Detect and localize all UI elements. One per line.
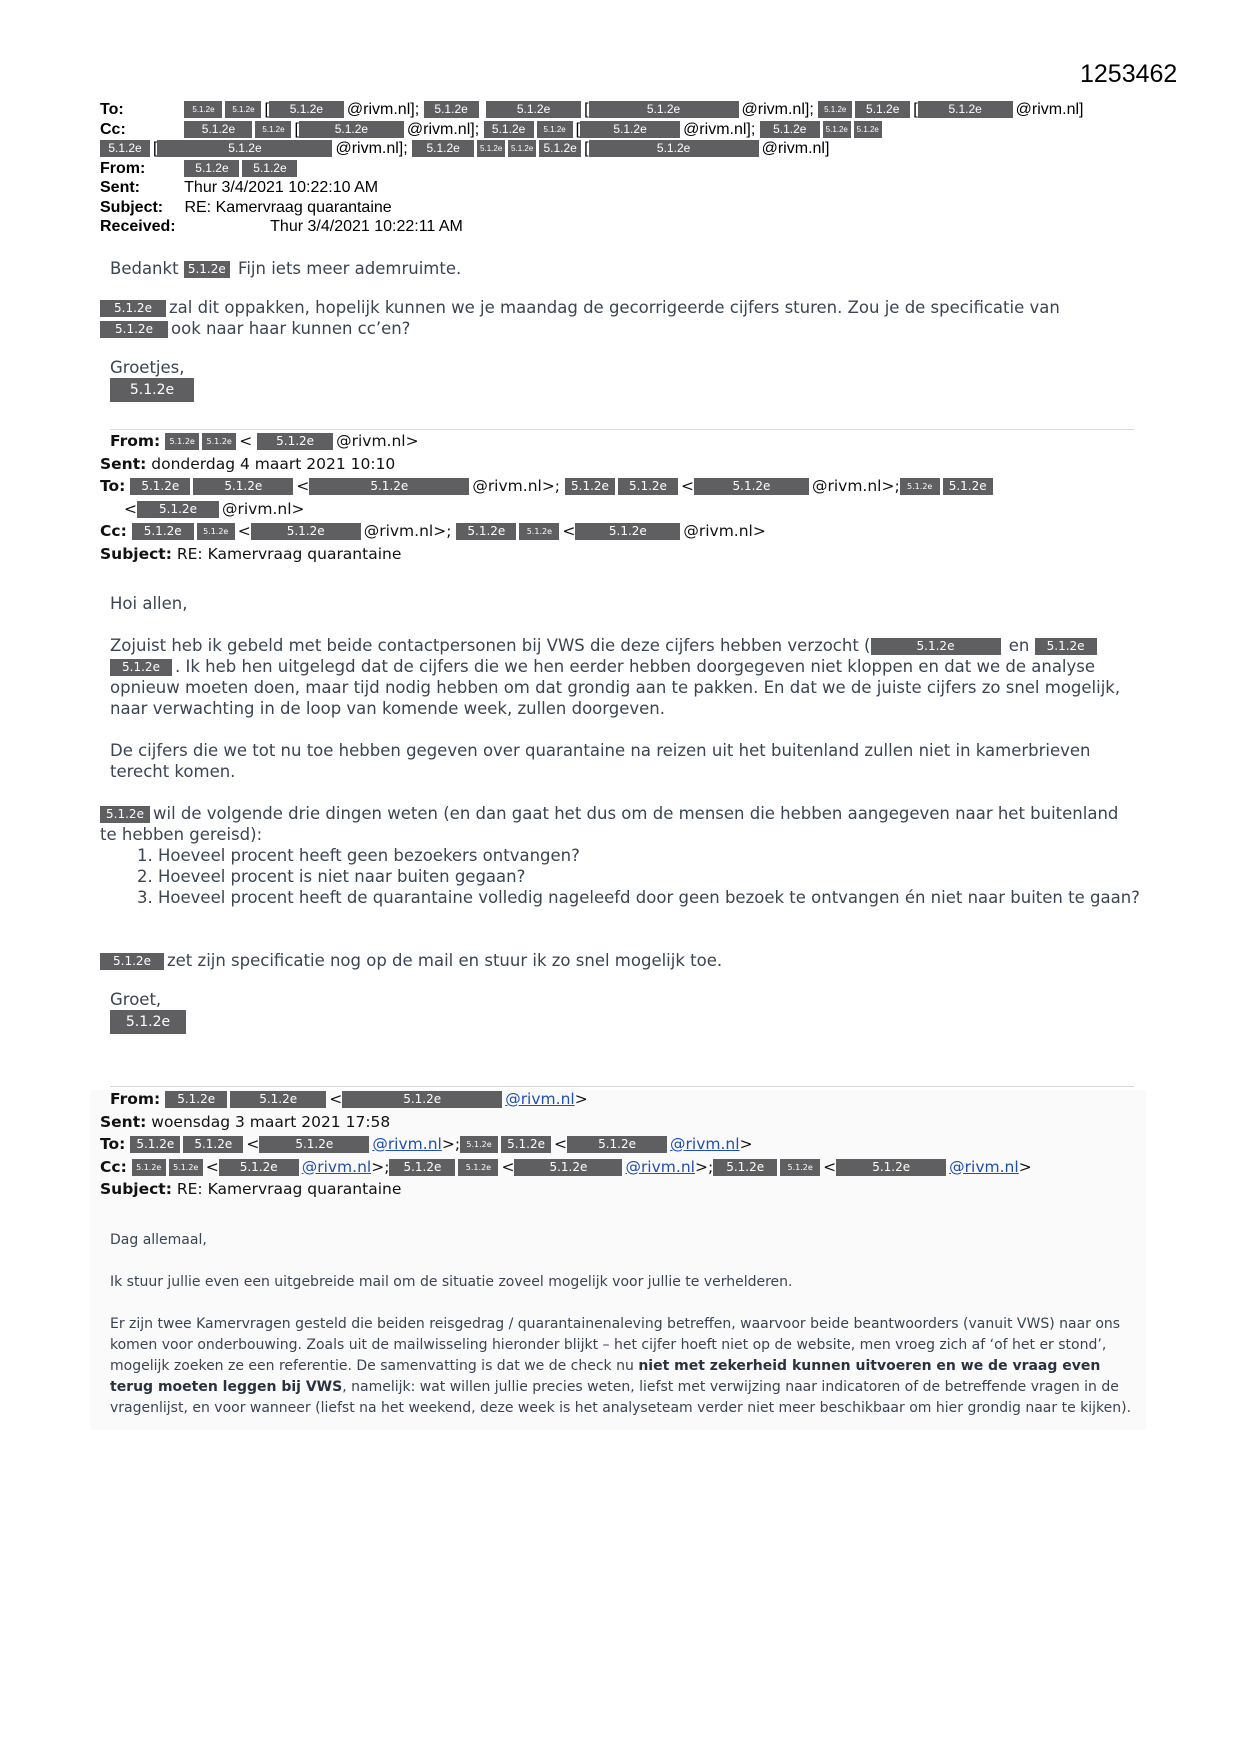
subject-value: RE: Kamervraag quarantaine bbox=[184, 198, 392, 216]
email-text: [ bbox=[913, 101, 918, 118]
redaction: 5.1.2e bbox=[259, 1136, 369, 1153]
email-text: @rivm.nl]; bbox=[346, 101, 420, 118]
email-link[interactable]: @rivm.nl bbox=[670, 1135, 740, 1153]
redaction: 5.1.2e bbox=[165, 1091, 227, 1108]
email-text: @rivm.nl] bbox=[1015, 101, 1084, 118]
email-text: [ bbox=[584, 101, 589, 118]
email-text: [ bbox=[153, 140, 158, 157]
thanks-line: Bedankt 5.1.2e Fijn iets meer ademruimte. bbox=[110, 259, 462, 278]
redaction: 5.1.2e bbox=[539, 140, 581, 157]
received-row bbox=[100, 217, 1083, 237]
redaction: 5.1.2e bbox=[713, 1159, 777, 1176]
from-label: From: bbox=[110, 1090, 161, 1108]
redaction: 5.1.2e bbox=[943, 478, 993, 495]
redaction: 5.1.2e bbox=[299, 121, 404, 138]
redaction: 5.1.2e bbox=[130, 1136, 180, 1153]
redaction: 5.1.2e bbox=[871, 638, 1001, 655]
email-text: @rivm.nl]; bbox=[741, 101, 814, 118]
redaction: 5.1.2e bbox=[456, 523, 516, 540]
from-row: From: 5.1.2e 5.1.2e < 5.1.2e @rivm.nl> bbox=[110, 432, 419, 450]
greeting: Groetjes, bbox=[110, 358, 185, 377]
redaction: 5.1.2e bbox=[251, 523, 361, 540]
redaction: 5.1.2e bbox=[694, 478, 809, 495]
subject-label: Subject: bbox=[100, 198, 164, 216]
email-text: [ bbox=[575, 120, 581, 138]
redaction: 5.1.2e bbox=[900, 478, 940, 495]
redaction: 5.1.2e bbox=[110, 1010, 186, 1034]
email1-body bbox=[110, 258, 1070, 402]
sent-row bbox=[100, 178, 1083, 198]
redaction: 5.1.2e bbox=[836, 1159, 946, 1176]
redaction: 5.1.2e bbox=[165, 433, 199, 450]
redaction: 5.1.2e bbox=[184, 261, 230, 278]
paragraph: Dag allemaal, bbox=[110, 1232, 207, 1248]
redaction: 5.1.2e bbox=[100, 140, 150, 157]
redaction: 5.1.2e bbox=[257, 433, 333, 450]
redaction: 5.1.2e bbox=[589, 101, 739, 118]
document-number: 1253462 bbox=[1080, 60, 1178, 88]
from-label: From: bbox=[100, 159, 146, 177]
sent-row: Sent: donderdag 4 maart 2021 10:10 bbox=[100, 454, 396, 473]
emphasis: niet met zekerheid kunnen uitvoeren en we de vraag even terug moeten leggen bij VWS bbox=[110, 1358, 1101, 1395]
redaction: 5.1.2e bbox=[537, 121, 573, 138]
to-row: To: 5.1.2e 5.1.2e [ 5.1.2e @rivm.nl]; 5.1.2e 5.1.2e [ 5.1.2e @rivm.nl]; 5.1.2e 5.1.2e [ 5.1.2e @rivm.nl] bbox=[100, 101, 1084, 118]
sent-label: Sent: bbox=[100, 454, 147, 473]
to-label: To: bbox=[100, 477, 126, 495]
redaction: 5.1.2e bbox=[589, 140, 759, 157]
paragraph: Zojuist heb ik gebeld met beide contactpersonen bij VWS die deze cijfers hebben verzocht ( 5.1.2e en 5.1.2e 5.1.2e . Ik heb hen uitgelegd dat de cijfers die we hen eerder hebben doorgegeven niet kloppen en dat we de analyse opnieuw moeten doen, maar tijd nodig hebben om dat grondig aan te pakken. En dat we de juiste cijfers zo snel mogelijk, naar verwachting in de loop van komende week, zullen doorgeven. bbox=[110, 636, 1121, 718]
sent-value: Thur 3/4/2021 10:22:10 AM bbox=[184, 179, 379, 196]
redaction: 5.1.2e bbox=[580, 121, 680, 138]
redaction: 5.1.2e bbox=[157, 140, 332, 157]
cc-row: Cc: 5.1.2e 5.1.2e < 5.1.2e @rivm.nl>; 5.1.2e 5.1.2e < 5.1.2e @rivm.nl> bbox=[100, 522, 766, 540]
email-link[interactable]: @rivm.nl bbox=[301, 1157, 372, 1176]
redaction: 5.1.2e bbox=[202, 433, 236, 450]
redaction: 5.1.2e bbox=[110, 659, 172, 676]
cc-row-continued bbox=[100, 139, 1083, 159]
redaction: 5.1.2e bbox=[486, 101, 581, 118]
email2-header bbox=[100, 430, 996, 565]
email-link[interactable]: @rivm.nl bbox=[625, 1157, 695, 1176]
redaction: 5.1.2e bbox=[230, 1091, 326, 1108]
redaction: 5.1.2e bbox=[100, 321, 168, 338]
list-item: 3. Hoeveel procent heeft de quarantaine volledig nageleefd door geen bezoek te ontvangen én niet naar buiten te gaan? bbox=[158, 887, 1142, 908]
redaction: 5.1.2e bbox=[477, 140, 505, 157]
paragraph: 5.1.2e wil de volgende drie dingen weten (en dan gaat het dus om de mensen die hebben aangegeven naar het buitenland te hebben gereisd): bbox=[100, 804, 1119, 844]
redaction: 5.1.2e bbox=[501, 1136, 551, 1153]
email3-header bbox=[100, 1088, 1032, 1201]
subject-label: Subject: bbox=[100, 1180, 172, 1198]
redaction: 5.1.2e bbox=[132, 1159, 166, 1176]
redaction: 5.1.2e bbox=[760, 121, 820, 138]
redaction: 5.1.2e bbox=[255, 121, 291, 138]
subject-row: Subject: RE: Kamervraag quarantaine bbox=[100, 1180, 402, 1198]
to-row-continued: < 5.1.2e @rivm.nl> bbox=[124, 499, 305, 518]
redaction: 5.1.2e bbox=[389, 1159, 455, 1176]
email-link[interactable]: @rivm.nl bbox=[949, 1157, 1019, 1176]
from-row: From: 5.1.2e 5.1.2e < 5.1.2e @rivm.nl> bbox=[110, 1090, 588, 1108]
redaction: 5.1.2e bbox=[342, 1091, 502, 1108]
cc-label: Cc: bbox=[100, 1157, 127, 1176]
redaction: 5.1.2e bbox=[484, 121, 534, 138]
cc-row: Cc: 5.1.2e 5.1.2e [ 5.1.2e @rivm.nl]; 5.1.2e 5.1.2e [ 5.1.2e @rivm.nl]; 5.1.2e 5.1.2e 5.1.2e bbox=[100, 120, 1083, 140]
email-link[interactable]: @rivm.nl bbox=[372, 1135, 442, 1153]
redaction: 5.1.2e bbox=[137, 501, 219, 518]
to-row: To: 5.1.2e 5.1.2e < 5.1.2e @rivm.nl>; 5.1.2e 5.1.2e < 5.1.2e @rivm.nl> bbox=[100, 1135, 753, 1153]
redaction: 5.1.2e bbox=[225, 101, 261, 118]
email2-body bbox=[100, 593, 1142, 1034]
redaction: 5.1.2e bbox=[184, 160, 239, 177]
email1-header bbox=[100, 100, 1083, 237]
redaction: 5.1.2e bbox=[575, 523, 680, 540]
email-link[interactable]: @rivm.nl bbox=[505, 1090, 575, 1108]
email-text: @rivm.nl]; bbox=[406, 120, 480, 138]
from-label: From: bbox=[110, 432, 161, 450]
to-label: To: bbox=[100, 1135, 126, 1153]
email3-body bbox=[110, 1230, 1140, 1440]
sent-row: Sent: woensdag 3 maart 2021 17:58 bbox=[100, 1112, 391, 1131]
redaction: 5.1.2e bbox=[519, 523, 559, 540]
cc-label: Cc: bbox=[100, 522, 127, 540]
redaction: 5.1.2e bbox=[219, 1159, 299, 1176]
sent-label: Sent: bbox=[100, 1112, 147, 1131]
signature bbox=[110, 378, 1070, 402]
email-text: @rivm.nl]; bbox=[335, 140, 408, 157]
redaction: 5.1.2e bbox=[309, 478, 469, 495]
paragraph: 5.1.2e zet zijn specificatie nog op de mail en stuur ik zo snel mogelijk toe. bbox=[100, 950, 1132, 971]
redaction: 5.1.2e bbox=[132, 523, 194, 540]
list-item: 1. Hoeveel procent heeft geen bezoekers ontvangen? bbox=[158, 845, 1142, 866]
redaction: 5.1.2e bbox=[100, 300, 166, 317]
redaction: 5.1.2e bbox=[100, 953, 164, 970]
redaction: 5.1.2e bbox=[424, 101, 479, 118]
redaction: 5.1.2e bbox=[823, 121, 851, 138]
redaction: 5.1.2e bbox=[412, 140, 474, 157]
email-text: @rivm.nl]; bbox=[683, 120, 756, 138]
received-label: Received: bbox=[100, 218, 176, 235]
email-text: @rivm.nl] bbox=[761, 140, 830, 157]
signature bbox=[110, 1010, 1142, 1034]
redaction: 5.1.2e bbox=[1035, 638, 1097, 655]
redaction: 5.1.2e bbox=[100, 806, 150, 823]
redaction: 5.1.2e bbox=[183, 1136, 243, 1153]
sent-label: Sent: bbox=[100, 179, 140, 196]
redaction: 5.1.2e bbox=[565, 478, 615, 495]
cc-row: Cc: 5.1.2e 5.1.2e < 5.1.2e @rivm.nl>; 5.1.2e 5.1.2e < 5.1.2e @rivm.nl>; 5.1.2e 5.1.2e < 5.1.2e @rivm.nl> bbox=[100, 1157, 1032, 1176]
redaction: 5.1.2e bbox=[567, 1136, 667, 1153]
redaction: 5.1.2e bbox=[854, 121, 882, 138]
to-label: To: bbox=[100, 101, 124, 118]
received-value: Thur 3/4/2021 10:22:11 AM bbox=[270, 218, 463, 235]
paragraph: Ik stuur jullie even een uitgebreide mail om de situatie zoveel mogelijk voor jullie te verhelderen. bbox=[110, 1274, 793, 1290]
redaction: 5.1.2e bbox=[508, 140, 536, 157]
redaction: 5.1.2e bbox=[780, 1159, 820, 1176]
redaction: 5.1.2e bbox=[193, 478, 293, 495]
redaction: 5.1.2e bbox=[918, 101, 1013, 118]
to-row: To: 5.1.2e 5.1.2e < 5.1.2e @rivm.nl>; 5.1.2e 5.1.2e < 5.1.2e @rivm.nl>; 5.1.2e 5.1.2e bbox=[100, 475, 996, 498]
paragraph: De cijfers die we tot nu toe hebben gegeven over quarantaine na reizen uit het buitenland zullen niet in kamerbrieven terecht komen. bbox=[110, 741, 1091, 781]
email-text: [ bbox=[584, 140, 589, 157]
redaction: 5.1.2e bbox=[184, 121, 252, 138]
redaction: 5.1.2e bbox=[110, 378, 194, 402]
redaction: 5.1.2e bbox=[514, 1159, 622, 1176]
redaction: 5.1.2e bbox=[855, 101, 910, 118]
redaction: 5.1.2e bbox=[618, 478, 678, 495]
list-item: 2. Hoeveel procent is niet naar buiten gegaan? bbox=[158, 866, 1142, 887]
separator bbox=[110, 1086, 1134, 1087]
redaction: 5.1.2e bbox=[130, 478, 190, 495]
redaction: 5.1.2e bbox=[269, 101, 344, 118]
redaction: 5.1.2e bbox=[818, 101, 852, 118]
redaction: 5.1.2e bbox=[460, 1136, 498, 1153]
paragraph: Er zijn twee Kamervragen gesteld die beiden reisgedrag / quarantainenaleving betreffen, waarvoor beide beantwoorders (vanuit VWS) naar ons komen voor onderbouwing. Zoals uit de mailwisseling hieronder blijkt – het cijfer hoeft niet op de website, men vroeg zich af ‘of het er stond’, mogelijk zoeken ze een referentie. De samenvatting is dat we de check nu niet met zekerheid kunnen uitvoeren en we de vraag even terug moeten leggen bij VWS, namelijk: wat willen jullie precies weten, liefst met verwijzing naar indicatoren of de betreffende vragen in de vragenlijst, en voor wanneer (liefst na het weekend, deze week is het analyseteam verder niet meer beschikbaar om hier grondig naar te kijken). bbox=[110, 1316, 1132, 1416]
redaction: 5.1.2e bbox=[458, 1159, 498, 1176]
paragraph: 5.1.2e zal dit oppakken, hopelijk kunnen we je maandag de gecorrigeerde cijfers sturen. Zou je de specificatie van 5.1.2e ook naar haar kunnen cc’en? bbox=[100, 297, 1060, 339]
redaction: 5.1.2e bbox=[242, 160, 297, 177]
subject-row bbox=[100, 198, 1083, 218]
greeting: Hoi allen, bbox=[110, 594, 188, 613]
from-row bbox=[100, 159, 1083, 179]
redaction: 5.1.2e bbox=[184, 101, 222, 118]
cc-label: Cc: bbox=[100, 120, 126, 138]
subject-row: Subject: RE: Kamervraag quarantaine bbox=[100, 544, 402, 563]
greeting: Groet, bbox=[110, 990, 162, 1009]
redaction: 5.1.2e bbox=[197, 523, 235, 540]
subject-label: Subject: bbox=[100, 544, 172, 563]
redaction: 5.1.2e bbox=[169, 1159, 203, 1176]
question-list bbox=[110, 845, 1142, 908]
